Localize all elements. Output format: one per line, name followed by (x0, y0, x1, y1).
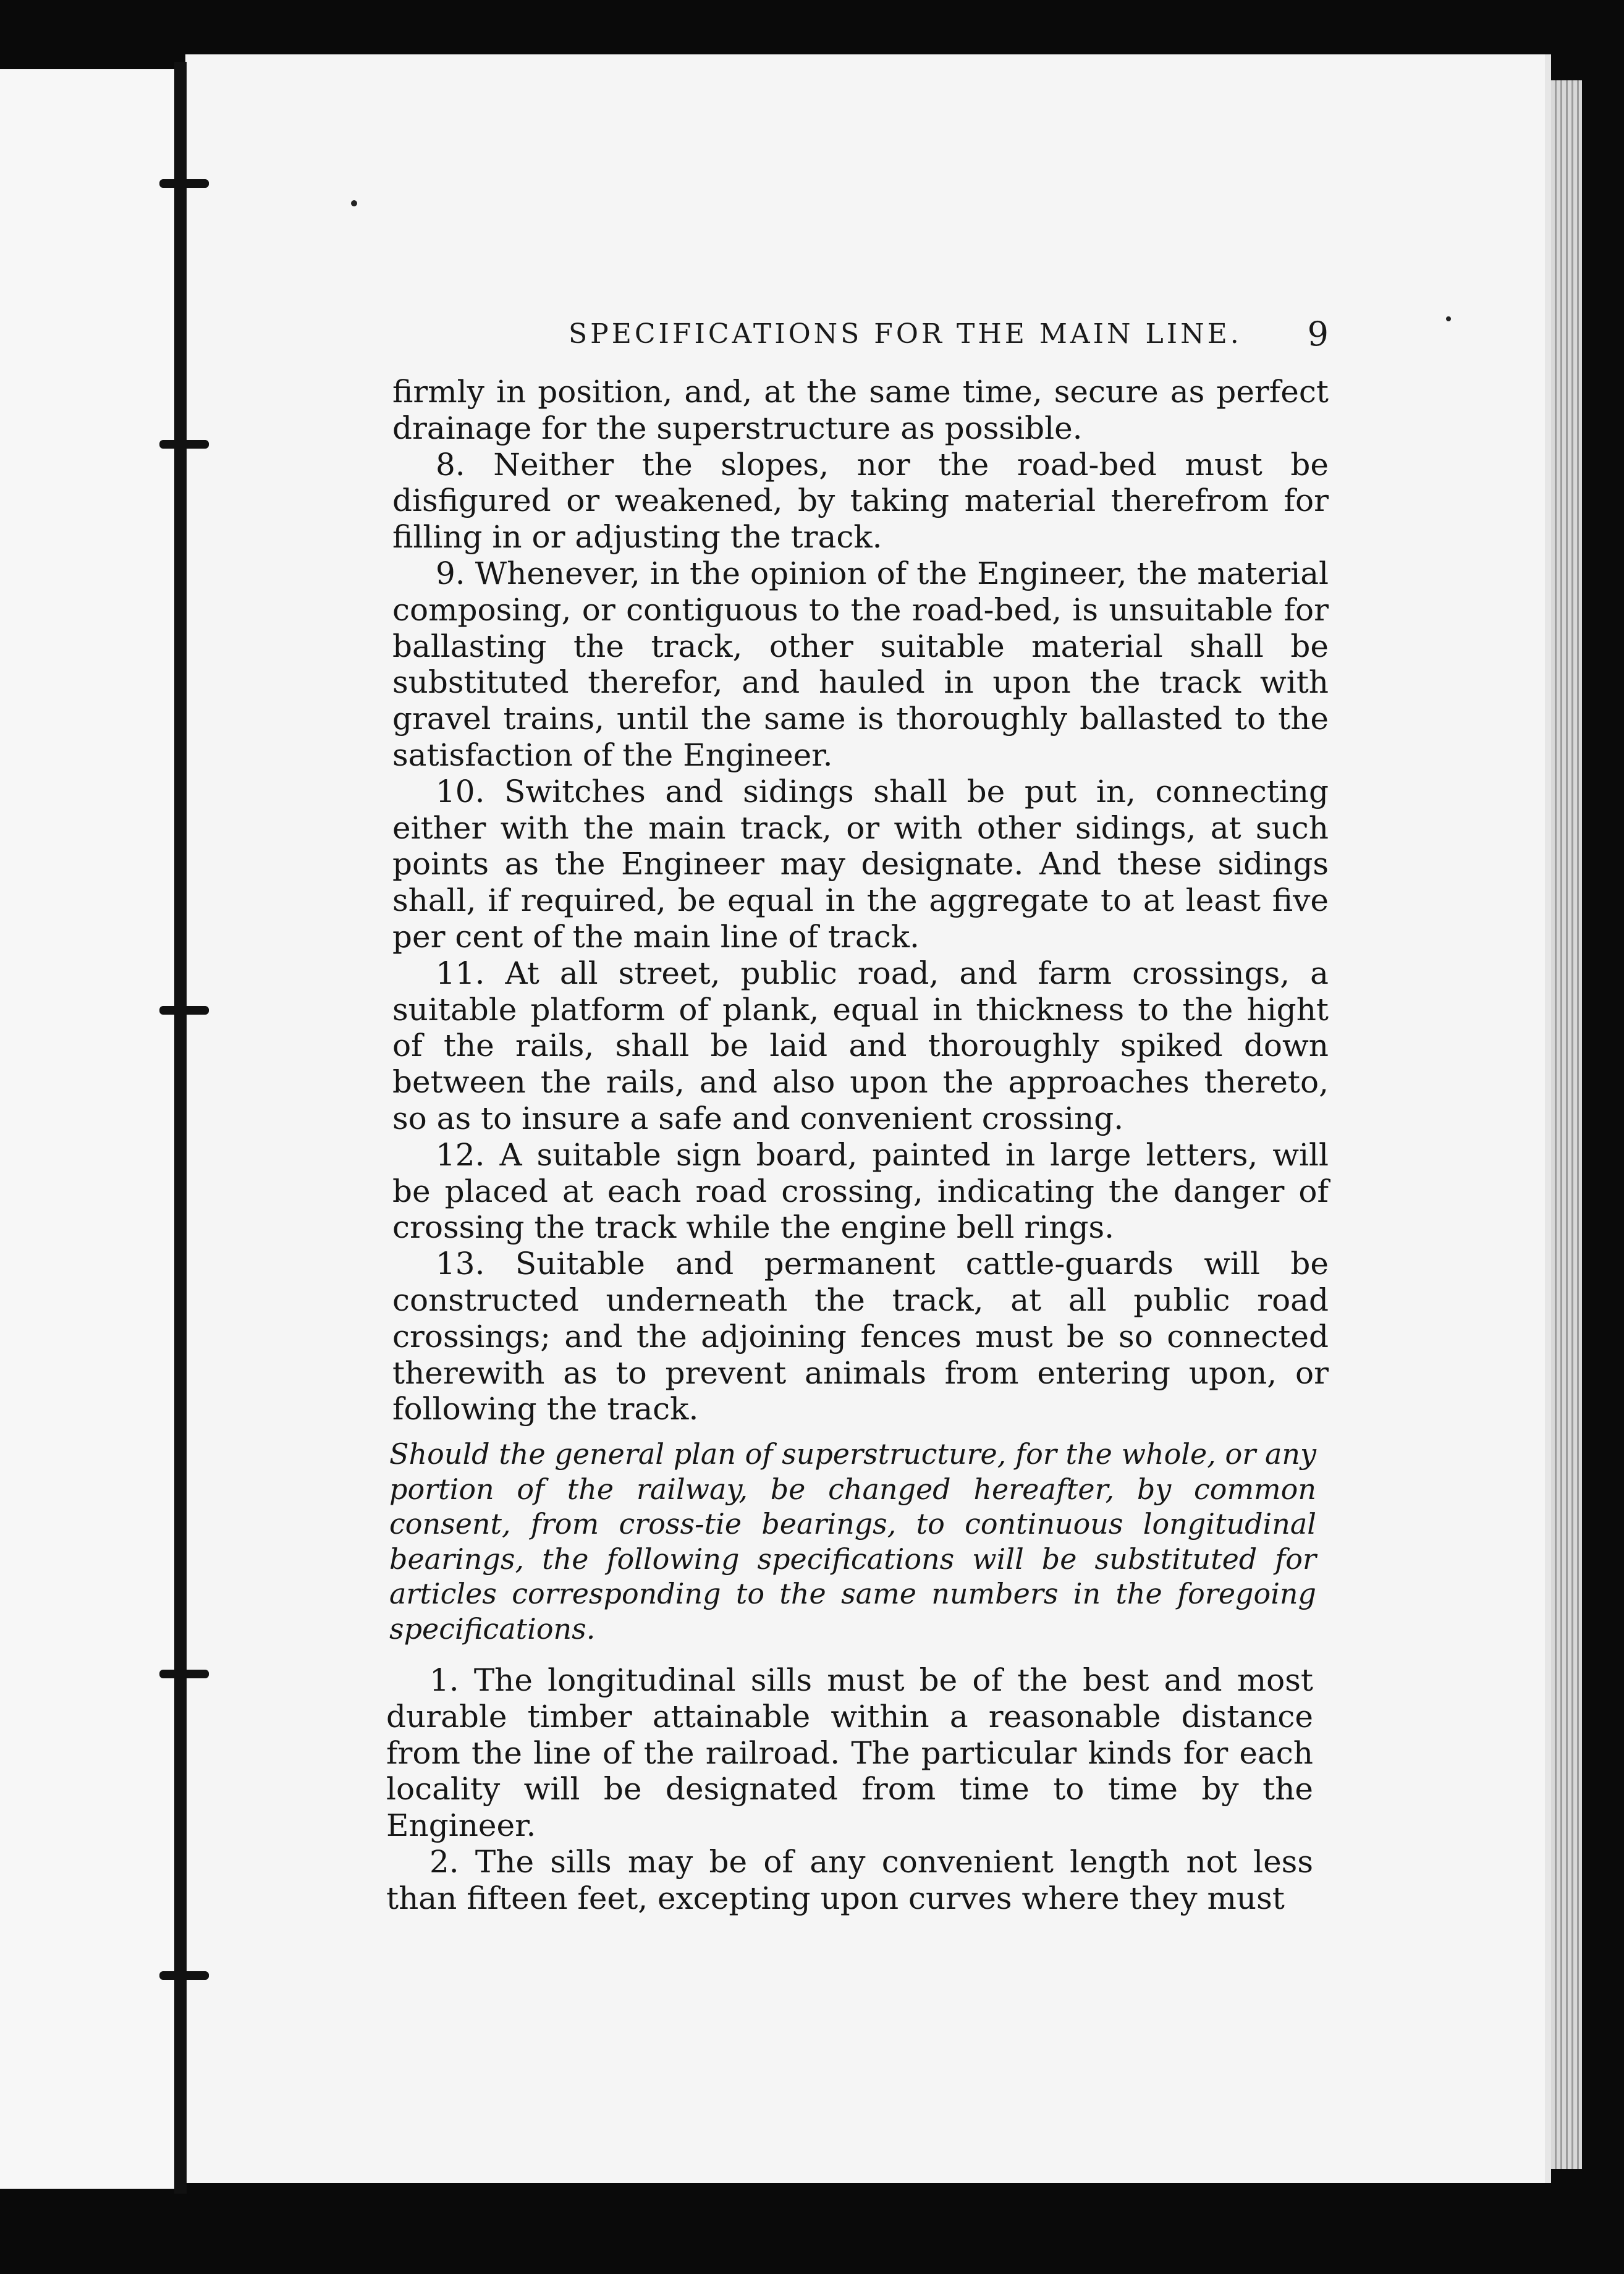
binding-stitch (159, 1971, 209, 1980)
paragraph-13: 13. Suitable and permanent cattle-guards will be constructed underneath the track, at all public road crossings; and the adjoining fences must be so connected therewith as to prevent animals from entering upon, or following the track. (392, 1246, 1329, 1427)
running-head (569, 315, 1329, 355)
paragraph-1: 1. The longitudinal sills must be of the best and most durable timber attainable within a reasonable distance from the line of the railroad. The particular kinds for each locality will be designated from time to time by the Engineer. (386, 1662, 1313, 1844)
ink-speck (1446, 316, 1451, 321)
facing-page (0, 69, 178, 2189)
paragraph-12: 12. A suitable sign board, painted in large letters, will be placed at each road crossing, indicating the danger of crossing the track while the engine bell rings. (392, 1136, 1329, 1246)
longitudinal-specs (386, 1662, 1313, 1917)
paragraph-2: 2. The sills may be of any convenient length not less than fifteen feet, excepting upon curves where they must (386, 1843, 1313, 1916)
running-title: SPECIFICATIONS FOR THE MAIN LINE. (569, 318, 1242, 350)
binding-stitch (159, 179, 209, 188)
paragraph-9: 9. Whenever, in the opinion of the Engineer, the material composing, or contiguous to the road-bed, is unsuitable for ballasting the track, other suitable material shall be substituted therefor, and hauled in upon the track with gravel trains, until the same is thoroughly ballasted to the satisfaction of the Engineer. (392, 555, 1329, 773)
paragraph-8: 8. Neither the slopes, nor the road-bed must be disfigured or weakened, by taking material therefrom for filling in or adjusting the track. (392, 446, 1329, 556)
paragraph-10: 10. Switches and sidings shall be put in, connecting either with the main track, or with other sidings, at such points as the Engineer may designate. And these sidings shall, if required, be equal in the aggregate to at least five per cent of the main line of track. (392, 773, 1329, 955)
italic-note: Should the general plan of superstructure, for the whole, or any portion of the railway, be changed hereafter, by common consent, from cross-tie bearings, to continuous longitudinal bearings, the following specifications will be substituted for articles corresponding to the same numbers in the foregoing specifications. (389, 1437, 1316, 1646)
page-edges (1551, 80, 1582, 2169)
binding-stitch (159, 1006, 209, 1015)
page-number: 9 (1307, 315, 1329, 353)
ink-speck (351, 200, 357, 206)
paragraph-11: 11. At all street, public road, and farm crossings, a suitable platform of plank, equal in thickness to the hight of the rails, shall be laid and thoroughly spiked down between the rails, and also upon the approaches thereto, so as to insure a safe and convenient crossing. (392, 955, 1329, 1136)
book-spine (174, 62, 187, 2194)
paragraph-continuation: firmly in position, and, at the same time, secure as perfect drainage for the superstructure as possible. (392, 374, 1329, 446)
binding-stitch (159, 1670, 209, 1678)
main-text (392, 374, 1329, 1427)
binding-stitch (159, 440, 209, 449)
